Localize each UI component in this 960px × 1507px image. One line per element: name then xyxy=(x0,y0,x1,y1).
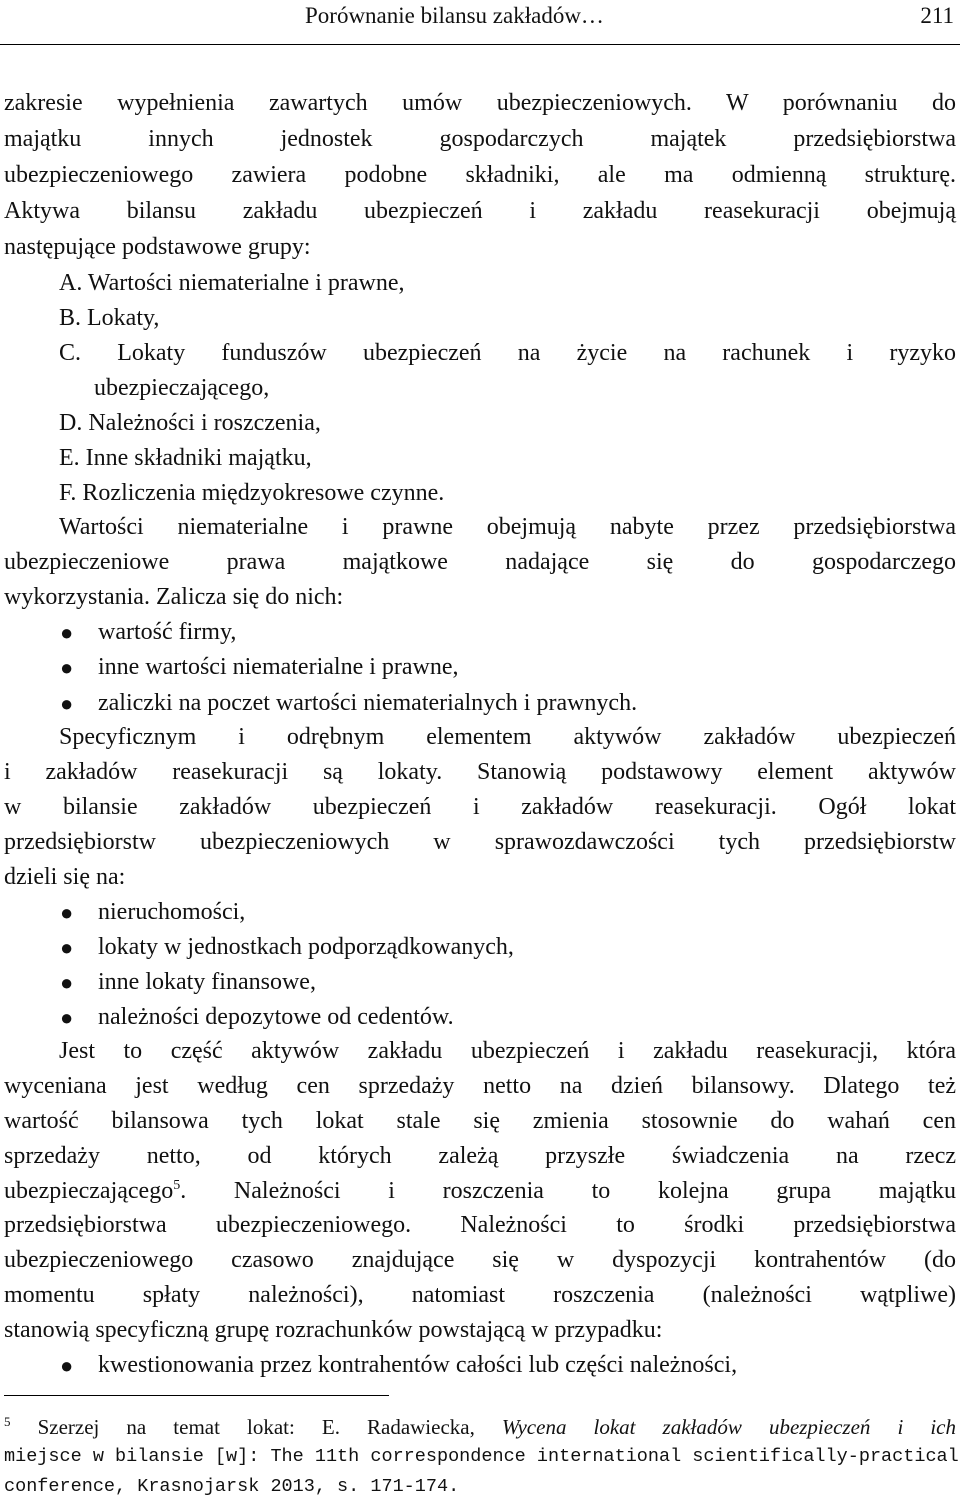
bullet-item: ● kwestionowania przez kontrahentów całości lub części należności, xyxy=(4,1348,956,1383)
text-span: ubezpieczającego xyxy=(4,1178,174,1204)
text-line: Aktywa bilansu zakładu ubezpieczeń i zakładu reasekuracji obejmują xyxy=(4,198,956,224)
footnote-text: Szerzej na temat lokat: E. Radawiecka, xyxy=(37,1415,502,1439)
running-title: Porównanie bilansu zakładów… xyxy=(305,3,604,28)
running-header xyxy=(0,3,960,29)
footnote-line xyxy=(4,1412,956,1442)
text-line: Specyficznym i odrębnym elementem aktywów zakładów ubezpieczeń xyxy=(59,724,956,750)
list-item-c: C. Lokaty funduszów ubezpieczeń na życie na rachunek i ryzyko xyxy=(59,340,956,366)
text-line xyxy=(4,1174,956,1209)
text-line: majątku innych jednostek gospodarczych majątek przedsiębiorstwa xyxy=(4,126,956,152)
bullet-icon: ● xyxy=(60,935,74,960)
bullet-icon: ● xyxy=(60,691,74,716)
list-item-d: D. Należności i roszczenia, xyxy=(59,410,321,436)
footnote-marker: 5 xyxy=(4,1414,11,1429)
text-line: ubezpieczeniowego zawiera podobne składniki, ale ma odmienną strukturę. xyxy=(4,162,956,188)
text-line: wykorzystania. Zalicza się do nich: xyxy=(4,584,344,610)
text-line: w bilansie zakładów ubezpieczeń i zakładów reasekuracji. Ogół lokat xyxy=(4,794,956,820)
text-line: stanowią specyficzną grupę rozrachunków powstającą w przypadku: xyxy=(4,1317,663,1343)
text-line: ubezpieczeniowe prawa majątkowe nadające się do gospodarczego xyxy=(4,549,956,575)
list-item-a: A. Wartości niematerialne i prawne, xyxy=(59,270,405,296)
footnote-line: conference, Krasnojarsk 2013, s. 171-174. xyxy=(4,1476,460,1497)
text-line: zakresie wypełnienia zawartych umów ubezpieczeniowych. W porównaniu do xyxy=(4,90,956,116)
bullet-icon: ● xyxy=(60,1353,74,1378)
bullet-item: ● wartość firmy, xyxy=(4,615,956,650)
bullet-item: ● nieruchomości, xyxy=(4,895,956,930)
text-line: Wartości niematerialne i prawne obejmują nabyte przez przedsiębiorstwa xyxy=(59,514,956,540)
bullet-icon: ● xyxy=(60,1005,74,1030)
bullet-icon: ● xyxy=(60,620,74,645)
text-line: Jest to część aktywów zakładu ubezpieczeń i zakładu reasekuracji, która xyxy=(59,1038,956,1064)
text-line: przedsiębiorstw ubezpieczeniowych w sprawozdawczości tych przedsiębiorstw xyxy=(4,829,956,855)
bullet-icon: ● xyxy=(60,970,74,995)
bullet-icon: ● xyxy=(60,900,74,925)
text-line: przedsiębiorstwa ubezpieczeniowego. Należności to środki przedsiębiorstwa xyxy=(4,1212,956,1238)
text-line: wyceniana jest według cen sprzedaży netto na dzień bilansowy. Dlatego też xyxy=(4,1073,956,1099)
bullet-item: ● inne lokaty finansowe, xyxy=(4,965,956,1000)
text-line: następujące podstawowe grupy: xyxy=(4,234,311,260)
bullet-icon: ● xyxy=(60,655,74,680)
footnote-separator xyxy=(4,1395,389,1396)
bullet-item: ● zaliczki na poczet wartości niematerialnych i prawnych. xyxy=(4,686,956,721)
text-line: momentu spłaty należności), natomiast roszczenia (należności wątpliwe) xyxy=(4,1282,956,1308)
text-line: i zakładów reasekuracji są lokaty. Stanowią podstawowy element aktywów xyxy=(4,759,956,785)
bullet-item: ● należności depozytowe od cedentów. xyxy=(4,1000,956,1035)
list-item-b: B. Lokaty, xyxy=(59,305,160,331)
text-line: wartość bilansowa tych lokat stale się zmienia stosownie do wahań cen xyxy=(4,1108,956,1134)
bullet-item: ● inne wartości niematerialne i prawne, xyxy=(4,650,956,685)
list-item-c-continued: ubezpieczającego, xyxy=(94,375,270,401)
footnote-italic-title: Wycena lokat zakładów ubezpieczeń i ich xyxy=(501,1415,956,1439)
footnote-ref: 5 xyxy=(173,1178,181,1193)
page-number: 211 xyxy=(920,3,954,28)
text-span: . Należności i roszczenia to kolejna grupa majątku xyxy=(180,1178,956,1204)
footnote-line: miejsce w bilansie [w]: The 11th correspondence international scientifically-practical xyxy=(4,1446,959,1467)
list-item-f: F. Rozliczenia międzyokresowe czynne. xyxy=(59,480,445,506)
text-line: ubezpieczeniowego czasowo znajdujące się w dyspozycji kontrahentów (do xyxy=(4,1247,956,1273)
list-item-e: E. Inne składniki majątku, xyxy=(59,445,312,471)
text-line: dzieli się na: xyxy=(4,864,126,890)
bullet-item: ● lokaty w jednostkach podporządkowanych, xyxy=(4,930,956,965)
header-rule xyxy=(0,44,960,45)
text-line: sprzedaży netto, od których zależą przyszłe świadczenia na rzecz xyxy=(4,1143,956,1169)
